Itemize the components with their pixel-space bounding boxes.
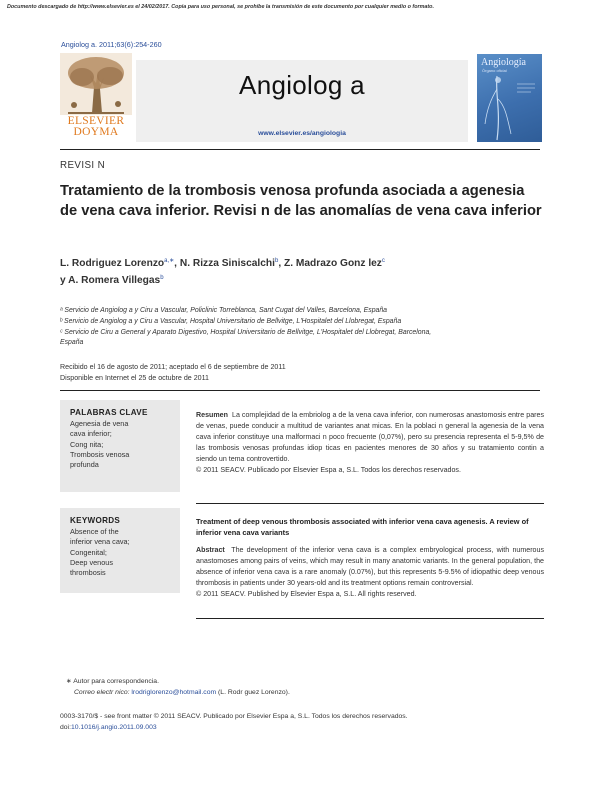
keywords-es-list [70,419,165,470]
email-suffix: (L. Rodr guez Lorenzo). [216,689,290,696]
author-affiliation-marker[interactable]: b [274,258,279,264]
keywords-es-heading: PALABRAS CLAVE [70,408,148,417]
abstract-en [196,545,544,600]
author-affiliation-marker[interactable]: b [160,275,164,281]
section-label: REVISI N [60,160,106,171]
publisher-logo [60,53,132,141]
received-date: Recibido el 16 de agosto de 2011; aceptado el 6 de septiembre de 2011 [60,363,286,371]
author-separator: , [174,258,180,269]
header-divider [60,149,540,150]
keyword-item: inferior vena cava; [70,537,130,547]
abstract-en-text: The development of the inferior vena cava is a complex embryological process, with numerous anastomoses among pairs of veins, which may result in many anatomic variants. In the general population, the absence of inferior vena cava is a rare anomaly (0.07%), but this represents 5-9.5% of idiopathic deep venous thrombosis in patients under 30 years-old and its treatment options remain controversial. [196,546,544,587]
dates-divider [60,390,540,391]
elsevier-tree-icon [60,53,132,115]
keyword-item: Agenesia de vena [70,419,129,428]
abstract-es-text: La complejidad de la embriolog a de la vena cava inferior, con numerosas anastomosis entre pares de venas, puede conducir a multitud de variantes anat micas. En la poblaci n general la agenesia de la vena cava inferior constituye una malformaci n poco frecuente (0,07%), pero su presencia representa el 5-9,5% de las trombosis venosas profundas idiop ticas en pacientes menores de 30 años y su tratamiento contin a siendo un tema controvertido. [196,411,544,463]
footer [60,711,408,733]
cover-title: Angiología [481,57,526,68]
journal-title: Angiolog a [239,70,365,100]
keywords-en-box [60,508,180,593]
abstract-divider [196,503,544,504]
abstract-es-copyright: © 2011 SEACV. Publicado por Elsevier Espa a, S.L. Todos los derechos reservados. [196,466,461,474]
publisher-name-2: DOYMA [73,126,119,138]
online-date: Disponible en Internet el 25 de octubre de 2011 [60,373,209,382]
email-link[interactable]: lrodriglorenzo@hotmail.com [131,689,217,696]
author-list [60,254,530,288]
abstract-en-copyright: © 2011 SEACV. Published by Elsevier Espa a, S.L. All rights reserved. [196,590,417,598]
abstract-en-lead: Abstract [196,546,225,554]
keywords-es-box [60,400,180,492]
keyword-item: Absence of the [70,527,119,536]
author-separator: , [278,258,284,269]
journal-masthead [136,60,468,142]
keyword-item: Cong nita; [70,439,104,449]
abstract-en-divider [196,618,544,619]
author-affiliation-marker[interactable]: c [381,258,385,264]
author-name[interactable]: L. Rodriguez Lorenzo [60,258,165,269]
affiliation-c: ᶜ Servicio de Ciru a General y Aparato Digestivo, Hospital Universitario de Bellvitge, L'Hospitalet del Llobregat, Barcelona, [60,329,432,336]
abstract-es-lead: Resumen [196,411,228,419]
vein-illustration-icon [477,54,542,142]
cover-subtitle: Órgano oficial [482,68,507,73]
doi-link[interactable]: 10.1016/j.angio.2011.09.003 [70,724,157,731]
journal-url-link[interactable]: www.elsevier.es/angiologia [258,130,346,137]
article-title: Tratamiento de la trombosis venosa profunda asociada a agenesia de vena cava inferior. Revisi n de las anomalías de vena cava inferior [60,183,542,219]
correspondence-line: ∗ Autor para correspondencia. [66,678,159,685]
keyword-item: Deep venous [70,557,114,567]
issn-line: 0003-3170/$ - see front matter © 2011 SEACV. Publicado por Elsevier Espa a, S.L. Todos los derechos reservados. [60,713,408,720]
doi-label: doi: [60,724,71,731]
correspondence-note [60,676,290,698]
download-notice: Documento descargado de http://www.elsevier.es el 24/02/2017. Copia para uso personal, se prohíbe la transmisión de este documento por cualquier medio o formato. [7,4,434,10]
abstract-es [196,410,544,476]
author-affiliation-marker[interactable]: a,∗ [164,258,175,264]
publisher-name: ELSEVIER [67,115,125,127]
keywords-en-list [70,527,165,578]
journal-cover [477,54,542,142]
author-name[interactable]: Z. Madrazo Gonz lez [283,258,382,269]
journal-citation[interactable]: Angiolog a. 2011;63(6):254-260 [61,40,162,49]
english-title: Treatment of deep venous thrombosis associated with inferior vena cava agenesis. A review of inferior vena cava variants [196,517,529,537]
author-name[interactable]: y A. Romera Villegas [60,275,161,286]
keyword-item: cava inferior; [70,429,112,439]
keyword-item: Congenital; [70,547,107,557]
keywords-en-heading: KEYWORDS [70,516,121,525]
affiliation-c-cont: España [60,339,84,346]
author-name[interactable]: N. Rizza Siniscalchi [179,258,275,269]
keyword-item: thrombosis [70,568,106,578]
keyword-item: Trombosis venosa [70,449,130,459]
email-label: Correo electr nico: [74,689,130,696]
article-dates [60,362,286,383]
affiliation-a: ᵃ Servicio de Angiolog a y Ciru a Vascular, Policlinic Torreblanca, Sant Cugat del Valles, Barcelona, España [60,307,388,314]
affiliation-b: ᵇ Servicio de Angiolog a y Ciru a Vascular, Hospital Universitario de Bellvitge, L'Hospitalet del Llobregat, España [60,318,402,325]
keyword-item: profunda [70,460,99,470]
